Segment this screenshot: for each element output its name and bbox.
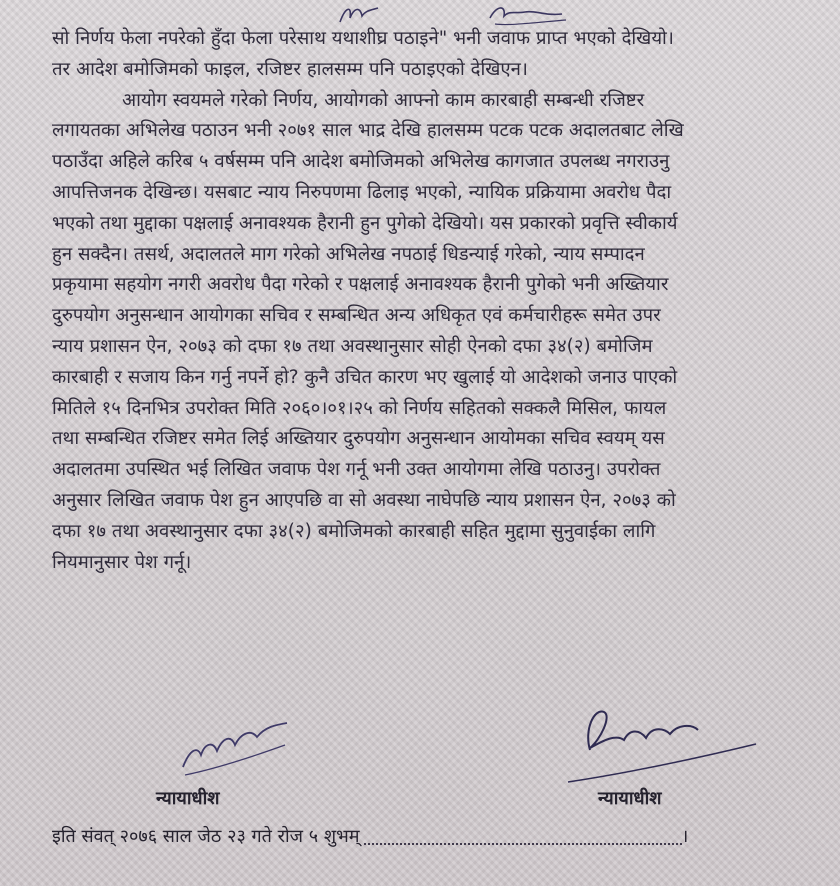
text-line: दफा १७ तथा अवस्थानुसार दफा ३४(२) बमोजिमको कारबाही सहित मुद्दामा सुनुवाईका लागि	[52, 520, 656, 542]
text-line: न्याय प्रशासन ऐन, २०७३ को दफा १७ तथा अवस्थानुसार सोही ऐनको दफा ३४(२) बमोजिम	[52, 335, 653, 357]
right-judge-signature	[560, 690, 760, 790]
left-judge-signature	[175, 715, 295, 785]
footer-date-text: इति संवत् २०७६ साल जेठ २३ गते रोज ५ शुभम्	[52, 826, 360, 847]
left-signature-caption: न्यायाधीश	[156, 788, 220, 809]
dotted-line	[364, 829, 682, 845]
right-signature-caption: न्यायाधीश	[598, 788, 662, 809]
text-line: आपत्तिजनक देखिन्छ। यसबाट न्याय निरुपणमा ढिलाइ भएको, न्यायिक प्रक्रियामा अवरोध पैदा	[52, 181, 672, 203]
text-line: भएको तथा मुद्दाका पक्षलाई अनावश्यक हैरानी हुन पुगेको देखियो। यस प्रकारको प्रवृत्ति स्वीकार्य	[52, 212, 678, 234]
order-body-text	[52, 24, 812, 578]
text-line: अनुसार लिखित जवाफ पेश हुन आएपछि वा सो अवस्था नाघेपछि न्याय प्रशासन ऐन, २०७३ को	[52, 489, 676, 511]
text-line: अदालतमा उपस्थित भई लिखित जवाफ पेश गर्नू भनी उक्त आयोगमा लेखि पठाउनु। उपरोक्त	[52, 459, 661, 481]
text-line: पठाउँदा अहिले करिब ५ वर्षसम्म पनि आदेश बमोजिमको अभिलेख कागजात उपलब्ध नगराउनु	[52, 151, 670, 173]
text-line: कारबाही र सजाय किन गर्नु नपर्ने हो? कुनै उचित कारण भए खुलाई यो आदेशको जनाउ पाएको	[52, 366, 678, 388]
text-line: प्रकृयामा सहयोग नगरी अवरोध पैदा गरेको र पक्षलाई अनावश्यक हैरानी पुगेको भनी अख्तियार	[52, 274, 669, 296]
text-line: हुन सक्दैन। तसर्थ, अदालतले माग गरेको अभिलेख नपठाई धिडन्याई गरेको, न्याय सम्पादन	[52, 243, 645, 265]
text-line: नियमानुसार पेश गर्नू।	[52, 551, 192, 573]
text-line: तर आदेश बमोजिमको फाइल, रजिष्टर हालसम्म पनि पठाइएको देखिएन।	[52, 58, 528, 80]
text-line: आयोग स्वयमले गरेको निर्णय, आयोगको आफ्नो काम कारबाही सम्बन्धी रजिष्टर	[122, 89, 645, 111]
text-line: तथा सम्बन्धित रजिष्टर समेत लिई अख्तियार दुरुपयोग अनुसन्धान आयोमका सचिव स्वयम् यस	[52, 428, 665, 450]
date-footer	[52, 824, 792, 848]
text-line: सो निर्णय फेला नपरेको हुँदा फेला परेसाथ यथाशीघ्र पठाइने" भनी जवाफ प्राप्त भएको देखियो।	[52, 28, 674, 49]
footer-end-mark: ।	[681, 826, 689, 847]
text-line: लगायतका अभिलेख पठाउन भनी २०७१ साल भाद्र देखि हालसम्म पटक पटक अदालतबाट लेखि	[52, 120, 684, 142]
text-line: मितिले १५ दिनभित्र उपरोक्त मिति २०६०।०१।२५ को निर्णय सहितको सक्कलै मिसिल, फायल	[52, 397, 667, 419]
text-line: दुरुपयोग अनुसन्धान आयोगका सचिव र सम्बन्धित अन्य अधिकृत एवं कर्मचारीहरू समेत उपर	[52, 305, 661, 327]
